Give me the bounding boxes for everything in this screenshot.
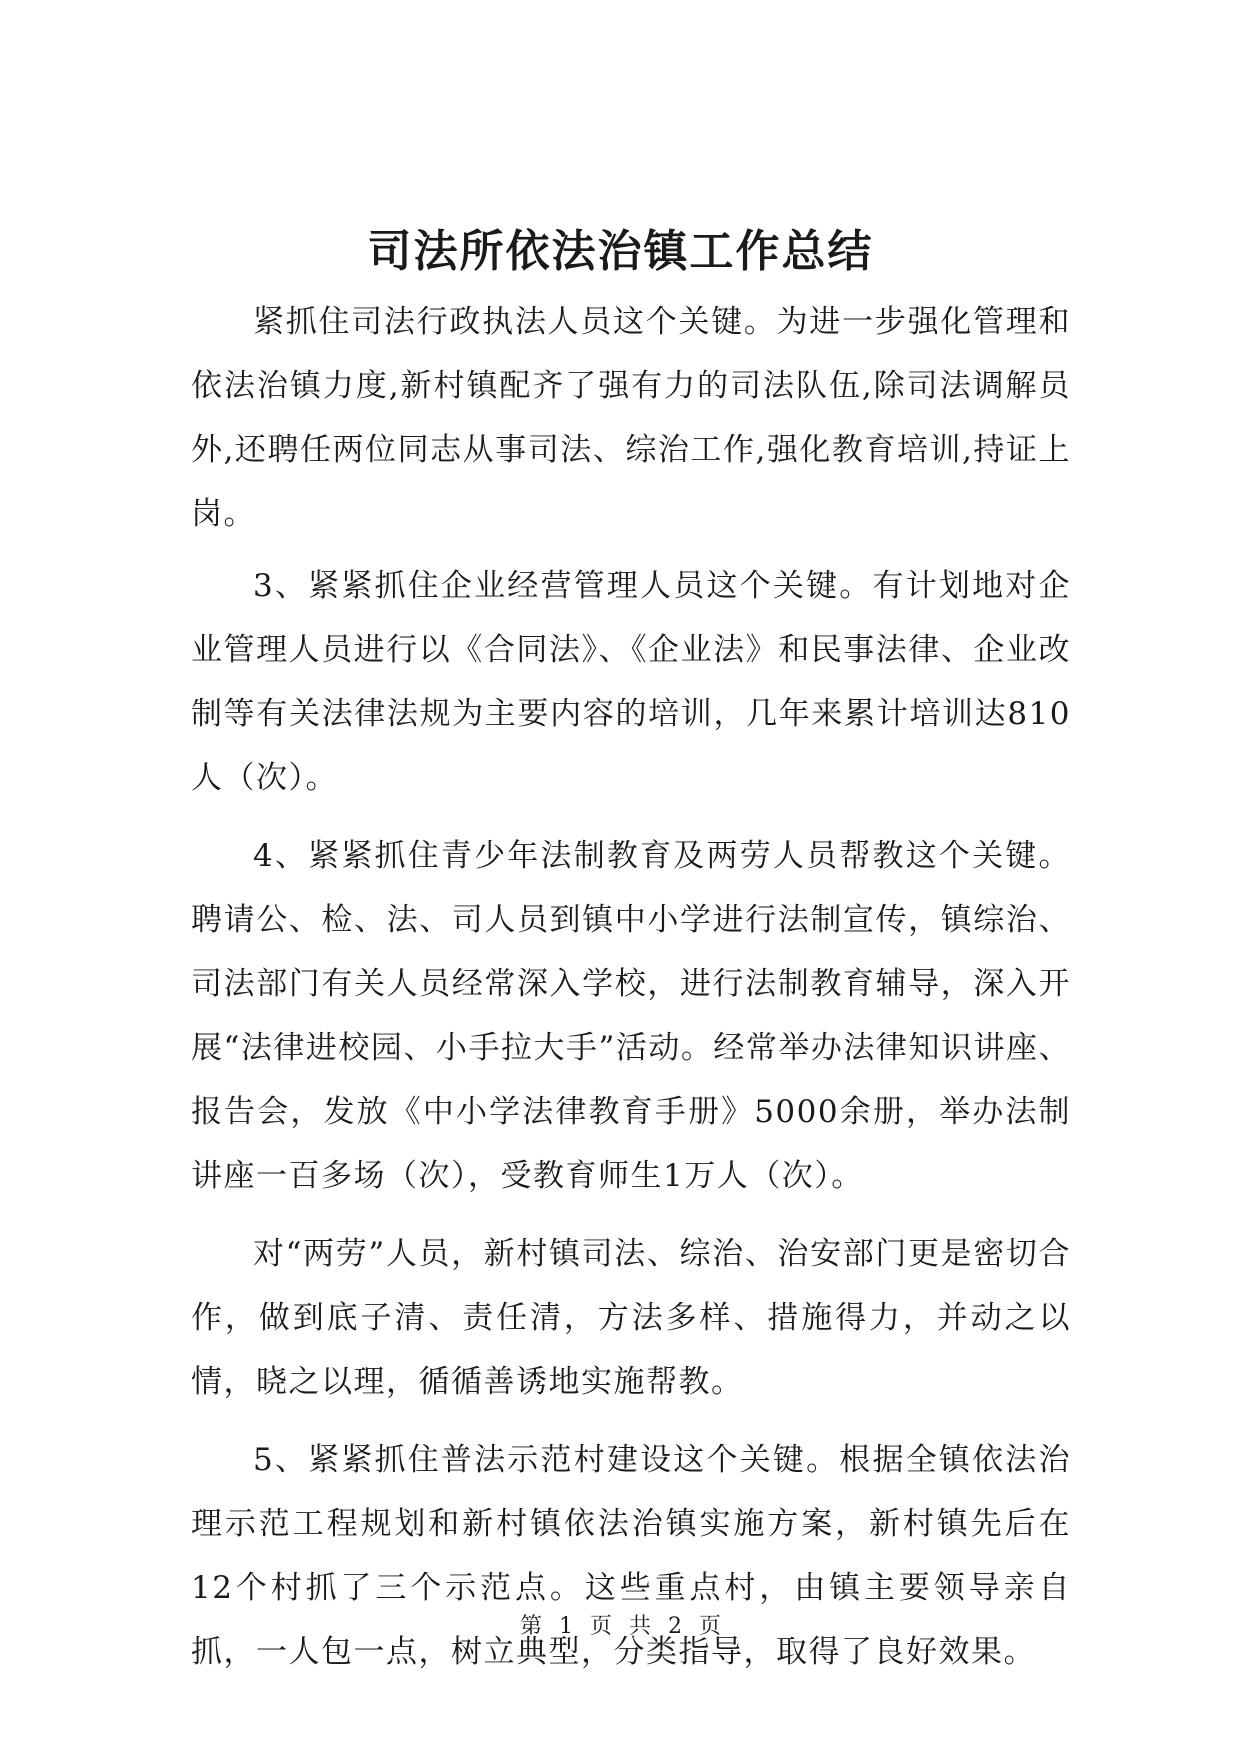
- paragraph-2: 3、紧紧抓住企业经营管理人员这个关键。有计划地对企业管理人员进行以《合同法》、《企业法》和民事法律、企业改制等有关法律法规为主要内容的培训，几年来累计培训达810人（次）。: [191, 568, 1071, 796]
- paragraph-4: 对“两劳”人员，新村镇司法、综治、治安部门更是密切合作，做到底子清、责任清，方法多样、措施得力，并动之以情，晓之以理，循循善诱地实施帮教。: [191, 1236, 1071, 1400]
- page-number-footer: 第 1 页 共 2 页: [520, 1614, 721, 1639]
- paragraph-3: 4、紧紧抓住青少年法制教育及两劳人员帮教这个关键。聘请公、检、法、司人员到镇中小学进行法制宣传，镇综治、司法部门有关人员经常深入学校，进行法制教育辅导，深入开展“法律进校园、小手拉大手”活动。经常举办法律知识讲座、报告会，发放《中小学法律教育手册》5000余册，举办法制讲座一百多场（次），受教育师生1万人（次）。: [191, 838, 1071, 1194]
- document-title: 司法所依法治镇工作总结: [367, 226, 874, 277]
- paragraph-5: 5、紧紧抓住普法示范村建设这个关键。根据全镇依法治理示范工程规划和新村镇依法治镇实施方案，新村镇先后在12个村抓了三个示范点。这些重点村，由镇主要领导亲自抓，一人包一点，树立典型，分类指导，取得了良好效果。: [191, 1442, 1071, 1670]
- paragraph-1: 紧抓住司法行政执法人员这个关键。为进一步强化管理和依法治镇力度,新村镇配齐了强有力的司法队伍,除司法调解员外,还聘任两位同志从事司法、综治工作,强化教育培训,持证上岗。: [191, 304, 1071, 532]
- document-body: [191, 290, 1071, 1698]
